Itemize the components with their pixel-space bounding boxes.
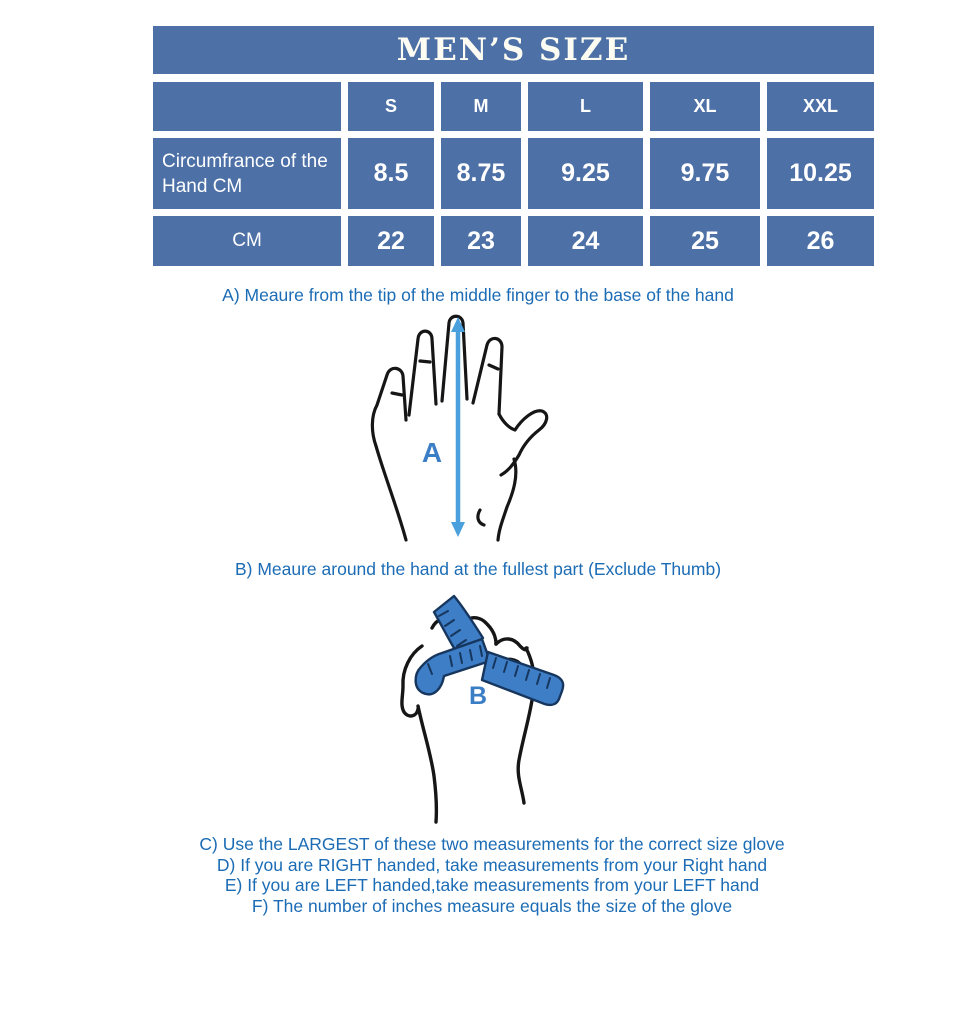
col-header-m: M	[441, 82, 521, 131]
col-header-xxl: XXL	[767, 82, 874, 131]
cell-circumference-s: 8.5	[348, 138, 434, 209]
cell-cm-l: 24	[528, 216, 643, 266]
hand-a-label: A	[421, 437, 443, 468]
cell-cm-xxl: 26	[767, 216, 874, 266]
hand-b-diagram	[390, 586, 580, 831]
cell-circumference-xl: 9.75	[650, 138, 760, 209]
col-header-l: L	[528, 82, 643, 131]
cell-cm-s: 22	[348, 216, 434, 266]
row-label-circumference: Circumfrance of the Hand CM	[153, 138, 341, 209]
col-header-xl: XL	[650, 82, 760, 131]
note-c: C) Use the LARGEST of these two measurements for the correct size glove	[199, 834, 785, 854]
hand-a-diagram	[362, 312, 557, 546]
cell-cm-xl: 25	[650, 216, 760, 266]
corner-cell	[153, 82, 341, 131]
note-f: F) The number of inches measure equals the size of the glove	[251, 895, 733, 916]
note-d: D) If you are RIGHT handed, take measurements from your Right hand	[216, 854, 768, 875]
instruction-a: A) Meaure from the tip of the middle finger to the base of the hand	[222, 285, 734, 305]
cell-circumference-xxl: 10.25	[767, 138, 874, 209]
cell-cm-m: 23	[441, 216, 521, 266]
table-title: MEN’S SIZE	[153, 26, 874, 74]
cell-circumference-m: 8.75	[441, 138, 521, 209]
col-header-s: S	[348, 82, 434, 131]
size-grid	[153, 82, 874, 266]
hand-b-label: B	[468, 682, 488, 710]
mens-size-table	[153, 26, 874, 266]
cell-circumference-l: 9.25	[528, 138, 643, 209]
instruction-b: B) Meaure around the hand at the fullest part (Exclude Thumb)	[234, 559, 722, 579]
note-e: E) If you are LEFT handed,take measurements from your LEFT hand	[224, 875, 760, 895]
notes	[28, 834, 956, 916]
measuring-tape-icon	[416, 596, 564, 705]
row-label-cm: CM	[153, 216, 341, 266]
